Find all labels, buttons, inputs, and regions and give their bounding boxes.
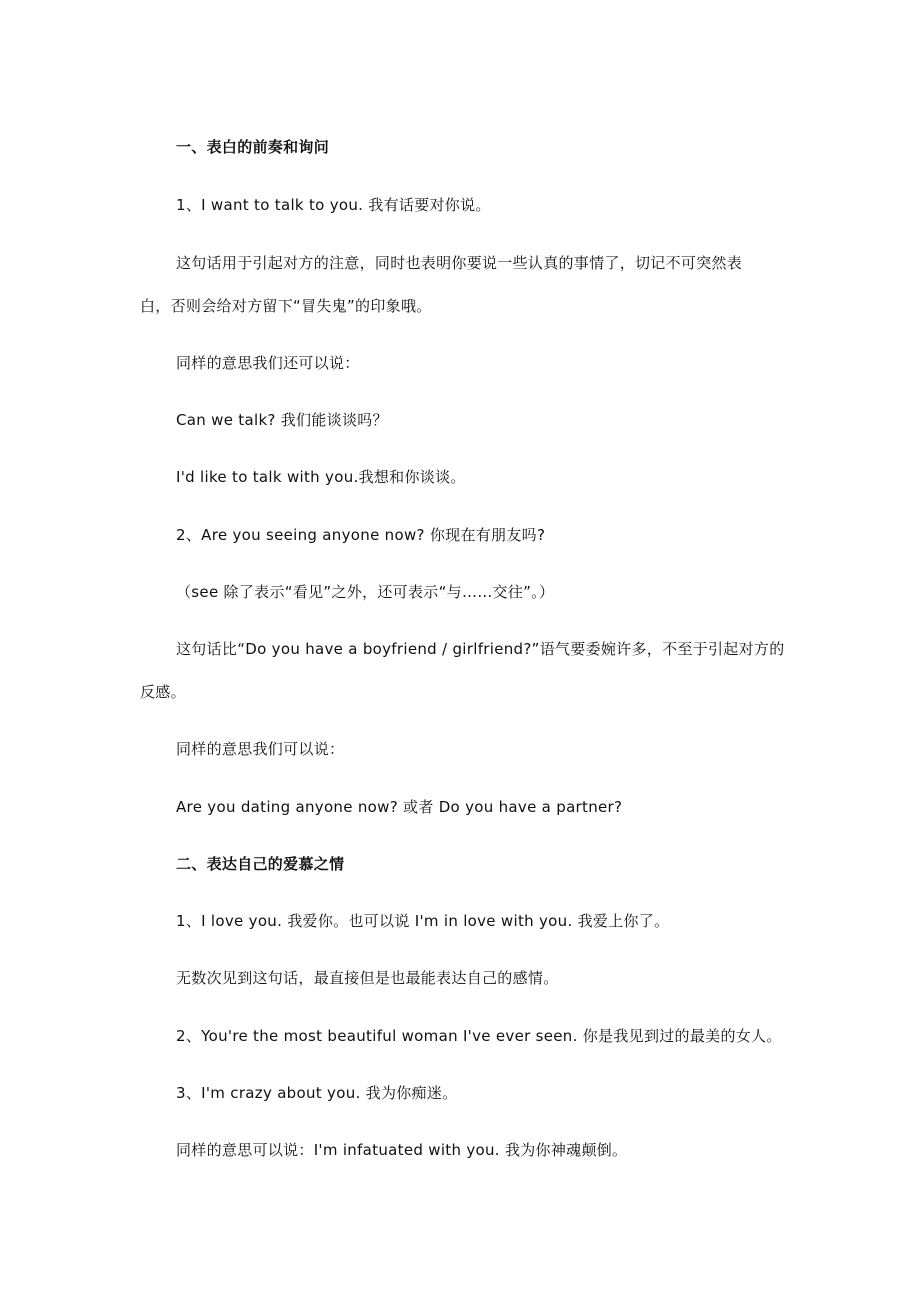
example-sentence: Can we talk? 我们能谈谈吗？ bbox=[176, 411, 388, 429]
section-heading-1: 一、表白的前奏和询问 bbox=[176, 138, 330, 156]
phrase-item: 1、I love you. 我爱你。也可以说 I'm in love with you. 我爱上你了。 bbox=[176, 912, 670, 930]
paragraph-text: 同样的意思可以说：I'm infatuated with you. 我为你神魂颠倒。 bbox=[176, 1141, 628, 1159]
paragraph-text: 无数次见到这句话，最直接但是也最能表达自己的感情。 bbox=[176, 969, 559, 987]
phrase-item: 3、I'm crazy about you. 我为你痴迷。 bbox=[176, 1084, 458, 1102]
phrase-item: 2、Are you seeing anyone now? 你现在有朋友吗? bbox=[176, 526, 546, 544]
example-sentence: Are you dating anyone now? 或者 Do you have a partner? bbox=[176, 798, 623, 816]
paragraph-text: 同样的意思我们还可以说： bbox=[176, 354, 360, 372]
section-heading-2: 二、表达自己的爱慕之情 bbox=[176, 855, 345, 873]
paragraph-text: 同样的意思我们可以说： bbox=[176, 740, 345, 758]
phrase-item: 1、I want to talk to you. 我有话要对你说。 bbox=[176, 196, 491, 214]
paragraph-text: 这句话用于引起对方的注意，同时也表明你要说一些认真的事情了，切记不可突然表 bbox=[176, 254, 743, 272]
paragraph-text-continued: 白，否则会给对方留下“冒失鬼”的印象哦。 bbox=[140, 297, 432, 315]
example-sentence: I'd like to talk with you.我想和你谈谈。 bbox=[176, 468, 466, 486]
phrase-item: 2、You're the most beautiful woman I've ever seen. 你是我见到过的最美的女人。 bbox=[176, 1027, 782, 1045]
paragraph-text-continued: 反感。 bbox=[140, 683, 186, 701]
paragraph-text: 这句话比“Do you have a boyfriend / girlfriend?”语气要委婉许多，不至于引起对方的 bbox=[176, 640, 785, 658]
usage-note: （see 除了表示“看见”之外，还可表示“与……交往”。） bbox=[176, 583, 555, 601]
